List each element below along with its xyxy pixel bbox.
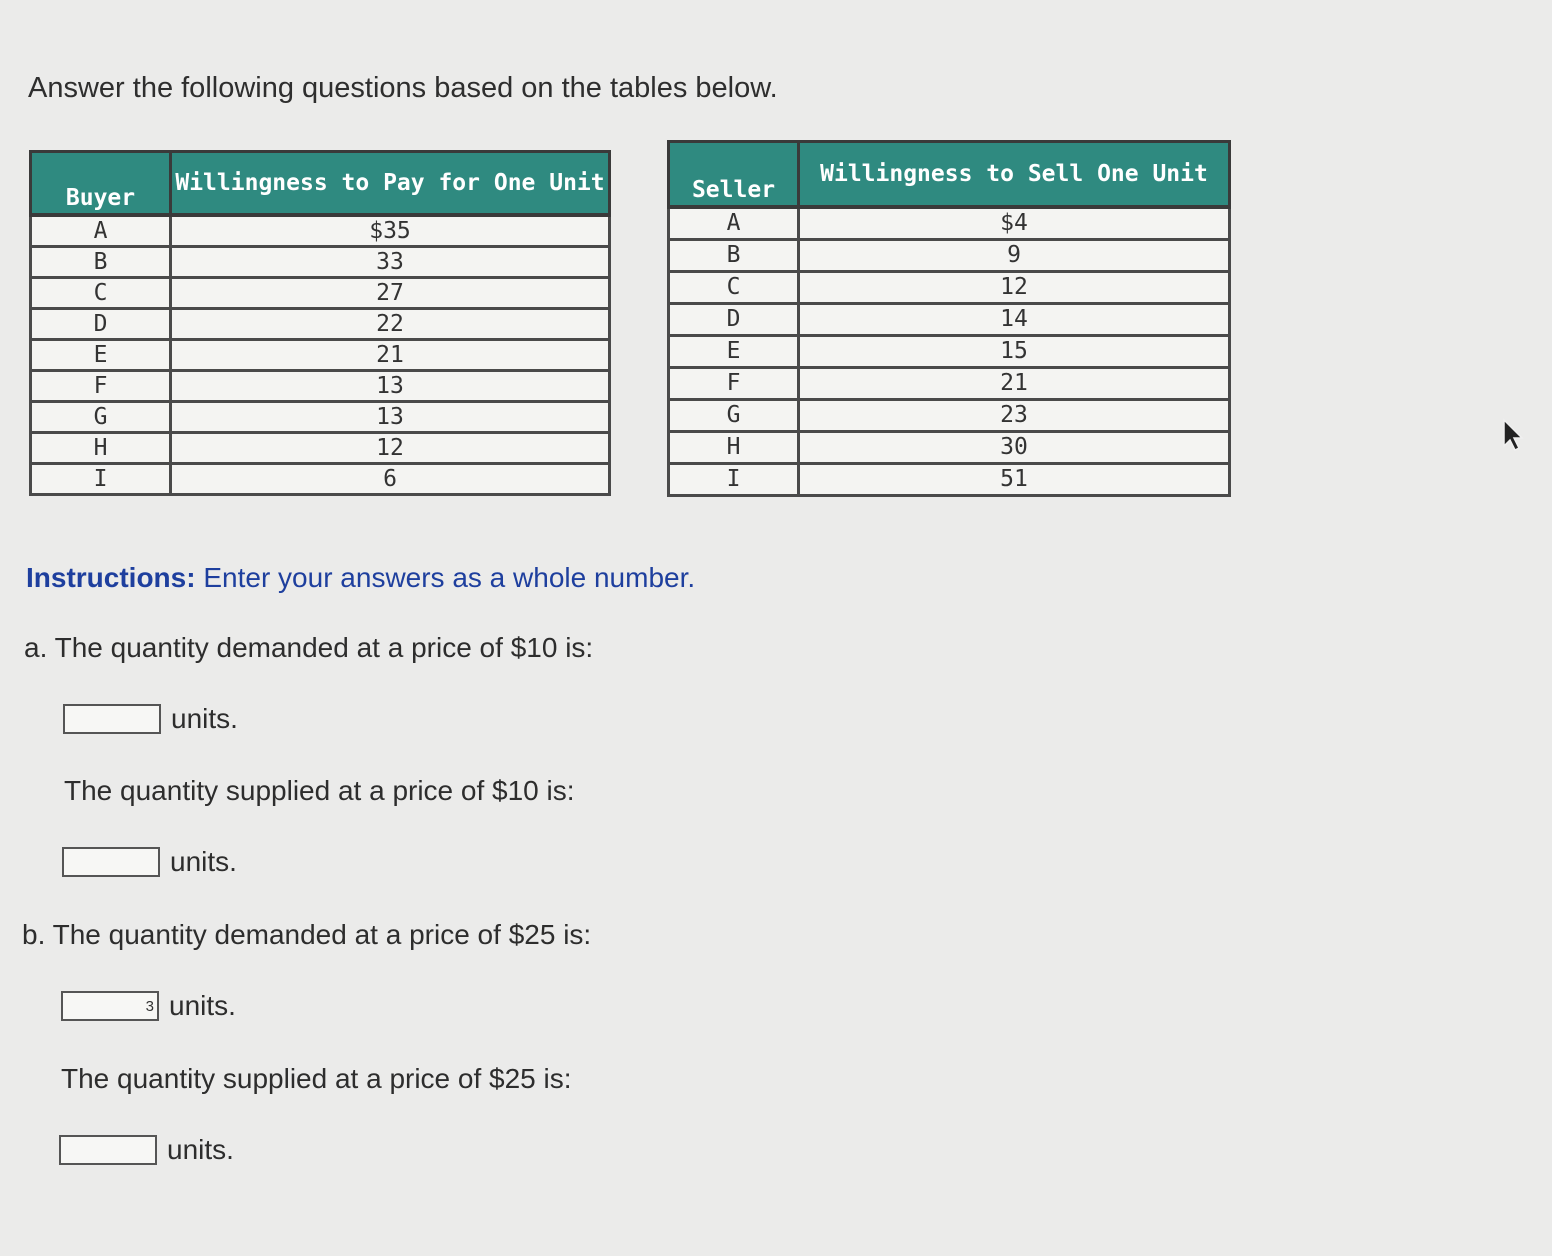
intro-text: Answer the following questions based on the tables below. <box>28 72 778 104</box>
seller-id-cell: F <box>669 368 799 400</box>
willingness-to-pay-cell: 12 <box>171 433 610 464</box>
units-label: units. <box>167 1134 234 1165</box>
table-row <box>669 368 1230 400</box>
willingness-to-pay-cell: 13 <box>171 371 610 402</box>
seller-id-cell: I <box>669 464 799 496</box>
answer-input-b-supplied[interactable] <box>59 1135 157 1165</box>
willingness-to-sell-column-header: Willingness to Sell One Unit <box>799 142 1230 208</box>
willingness-to-pay-cell: 33 <box>171 247 610 278</box>
answer-row-a-supplied <box>62 846 237 878</box>
seller-table <box>667 140 1231 497</box>
table-row <box>31 340 610 371</box>
table-row <box>669 336 1230 368</box>
seller-id-cell: G <box>669 400 799 432</box>
instructions-text: Enter your answers as a whole number. <box>195 562 696 593</box>
willingness-to-sell-cell: 14 <box>799 304 1230 336</box>
units-label: units. <box>171 703 238 734</box>
instructions-label: Instructions: <box>26 562 196 593</box>
willingness-to-sell-cell: $4 <box>799 207 1230 240</box>
willingness-to-sell-cell: 30 <box>799 432 1230 464</box>
answer-input-a-supplied[interactable] <box>62 847 160 877</box>
seller-id-cell: E <box>669 336 799 368</box>
question-b-supplied: The quantity supplied at a price of $25 is: <box>61 1063 572 1094</box>
mouse-pointer-icon <box>1500 418 1526 452</box>
buyer-id-cell: B <box>31 247 171 278</box>
seller-table-header-row <box>669 142 1230 208</box>
willingness-to-pay-cell: 13 <box>171 402 610 433</box>
willingness-to-pay-cell: $35 <box>171 215 610 247</box>
willingness-to-sell-cell: 9 <box>799 240 1230 272</box>
table-row <box>669 207 1230 240</box>
answer-input-a-demanded[interactable] <box>63 704 161 734</box>
answer-row-a-demanded <box>63 703 238 735</box>
willingness-to-pay-column-header: Willingness to Pay for One Unit <box>171 152 610 216</box>
buyer-table <box>29 150 611 496</box>
seller-id-cell: C <box>669 272 799 304</box>
question-a-demanded: a. The quantity demanded at a price of $10 is: <box>24 632 594 663</box>
question-a-supplied: The quantity supplied at a price of $10 is: <box>64 775 575 806</box>
willingness-to-sell-cell: 51 <box>799 464 1230 496</box>
seller-id-cell: H <box>669 432 799 464</box>
seller-id-cell: A <box>669 207 799 240</box>
buyer-id-cell: A <box>31 215 171 247</box>
table-row <box>31 278 610 309</box>
willingness-to-pay-cell: 6 <box>171 464 610 495</box>
table-row <box>669 432 1230 464</box>
answer-row-b-supplied <box>59 1134 234 1166</box>
table-row <box>31 433 610 464</box>
buyer-id-cell: F <box>31 371 171 402</box>
units-label: units. <box>169 990 236 1021</box>
willingness-to-sell-cell: 12 <box>799 272 1230 304</box>
buyer-id-cell: G <box>31 402 171 433</box>
answer-row-b-demanded <box>61 990 236 1022</box>
question-b-demanded: b. The quantity demanded at a price of $25 is: <box>22 919 592 950</box>
table-row <box>31 402 610 433</box>
willingness-to-pay-cell: 21 <box>171 340 610 371</box>
table-row <box>31 309 610 340</box>
table-row <box>31 215 610 247</box>
answer-input-b-demanded[interactable] <box>61 991 159 1021</box>
willingness-to-sell-cell: 15 <box>799 336 1230 368</box>
units-label: units. <box>170 846 237 877</box>
table-row <box>669 400 1230 432</box>
buyer-id-cell: C <box>31 278 171 309</box>
table-row <box>669 464 1230 496</box>
seller-column-header: Seller <box>669 142 799 208</box>
table-row <box>669 272 1230 304</box>
buyer-id-cell: I <box>31 464 171 495</box>
willingness-to-pay-cell: 22 <box>171 309 610 340</box>
buyer-table-header-row <box>31 152 610 216</box>
table-row <box>31 247 610 278</box>
seller-id-cell: D <box>669 304 799 336</box>
table-row <box>31 464 610 495</box>
instructions <box>26 562 695 594</box>
buyer-id-cell: E <box>31 340 171 371</box>
buyer-column-header: Buyer <box>31 152 171 216</box>
table-row <box>31 371 610 402</box>
table-row <box>669 240 1230 272</box>
willingness-to-sell-cell: 23 <box>799 400 1230 432</box>
willingness-to-sell-cell: 21 <box>799 368 1230 400</box>
seller-id-cell: B <box>669 240 799 272</box>
table-row <box>669 304 1230 336</box>
willingness-to-pay-cell: 27 <box>171 278 610 309</box>
buyer-id-cell: D <box>31 309 171 340</box>
buyer-id-cell: H <box>31 433 171 464</box>
